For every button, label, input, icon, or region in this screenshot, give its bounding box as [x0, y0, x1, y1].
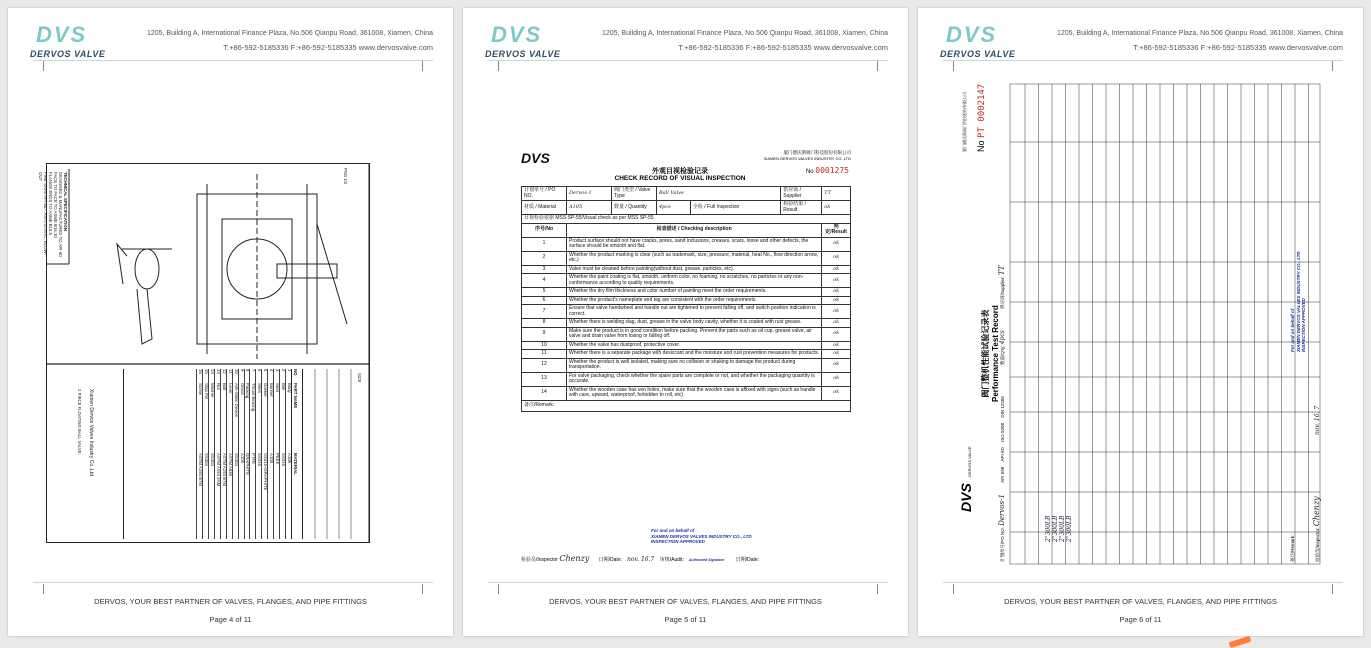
item-result: ok [822, 350, 851, 359]
form-title-en: CHECK RECORD OF VISUAL INSPECTION [614, 175, 746, 182]
item-result: ok [822, 319, 851, 328]
note-line: DESIGNED & MANUFACTURED TO API 6D [58, 172, 64, 258]
technical-drawing [38, 163, 370, 543]
audit-signature: Authorized Signature [688, 558, 725, 562]
performance-record-scan [950, 72, 1330, 572]
crop-mark [943, 584, 954, 594]
perf-std-4: DIN 12266 [1000, 396, 1005, 418]
perf-number-value: PT 0002147 [977, 83, 987, 138]
perf-stamp-line-1: For and on behalf of [1290, 308, 1295, 352]
part-material: A105 [239, 453, 245, 464]
part-name: Packing [245, 383, 251, 399]
inspection-item-row [522, 296, 851, 305]
part-name: Nut [215, 383, 221, 390]
title-block-subtitle: 2 PIECE FLOATING BALL VALVE [77, 389, 82, 454]
form-number [806, 166, 849, 175]
perf-signature-row [1312, 406, 1321, 562]
form-company-cn: 厦门德沃斯阀门科技股份有限公司 [783, 150, 851, 155]
page-number: Page 5 of 11 [664, 615, 707, 624]
logo-name: DERVOS VALVE [485, 49, 561, 59]
notes-title: TECHNICAL SPECIFICATION [63, 172, 68, 231]
part-material: PEEK [275, 453, 281, 465]
perf-qty-label: 数量/Q'ty: [1000, 345, 1005, 365]
full-inspection-label: 全检 / Full Inspection [690, 201, 780, 215]
perf-supplier-value: TT [998, 265, 1006, 276]
company-logo [483, 22, 573, 62]
note-line: FLANGE ENDS TO ASME B16.5 [48, 172, 54, 235]
company-logo [28, 22, 118, 62]
part-name: Stop Pin [203, 383, 209, 400]
logo-mark: DVS [491, 22, 543, 47]
remark-row [522, 400, 851, 411]
item-no: 3 [522, 265, 567, 274]
header-divider [33, 60, 433, 61]
crop-mark [1332, 61, 1343, 71]
inspector-signature: Chenzy [559, 554, 590, 563]
part-name: Bonnet [269, 383, 275, 397]
part-material: SS316+GRAPHITE [263, 453, 269, 491]
part-no: 12 [221, 369, 227, 374]
perf-approval-stamp [1290, 251, 1307, 352]
item-no: 11 [522, 350, 567, 359]
perf-company-cn: 厦门德沃斯阀门科技股份有限公司 [962, 92, 967, 152]
crop-mark [488, 584, 499, 594]
material-label: 材质 / Material [522, 201, 567, 215]
part-name: Gland [239, 383, 245, 395]
approval-stamp [651, 528, 752, 545]
header-contact: T:+86-592-5185336 F:+86-592-5185335 www.dervosvalve.com [678, 43, 888, 52]
remark-label: 备注/Remark： [524, 401, 558, 408]
parts-row [279, 369, 285, 539]
parts-col-material: MATERIAL [293, 453, 298, 475]
part-name: Ball [281, 383, 287, 391]
footer-divider [33, 582, 433, 583]
part-no: 15 [203, 369, 209, 374]
item-result: ok [822, 237, 851, 251]
item-description: Whether the product marking is clear (such as trademark, size, pressure, material, heat No., flow direction arrow, etc.) [567, 251, 822, 265]
item-no: 12 [522, 358, 567, 372]
perf-logo-group [958, 447, 976, 512]
footer-slogan: DERVOS, YOUR BEST PARTNER OF VALVES, FLANGES, AND PIPE FITTINGS [1004, 597, 1277, 606]
part-name: Bolt [221, 383, 227, 391]
perf-info-row [998, 266, 1006, 562]
parts-row [273, 369, 279, 539]
header-contact: T:+86-592-5185336 F:+86-592-5185335 www.dervosvalve.com [1133, 43, 1343, 52]
item-no: 10 [522, 341, 567, 350]
parts-row [261, 369, 267, 539]
crop-mark [33, 61, 44, 71]
form-company-en: XIAMEN DERVOS VALVES INDUSTRY CO.,LTD [763, 156, 851, 161]
parts-row [267, 369, 273, 539]
part-name: Lever [227, 383, 233, 394]
part-no: 9 [239, 369, 245, 372]
part-no: 6 [257, 369, 263, 372]
date-value: nov. 16.7 [627, 556, 655, 563]
title-block [51, 369, 124, 539]
stamp-line-1: For and on behalf of [651, 528, 695, 533]
part-no: 4 [269, 369, 275, 372]
part-material: ASTM A536 [227, 453, 233, 476]
header-address: 1205, Building A, International Finance Plaza, No.506 Qianpu Road, 361008, Xiamen, China [1056, 30, 1343, 37]
item-description: Whether the paint coating is flat, smooth, uniform color, no foaming, no scratches, no particles or any non-conformance according to quality requirements. [567, 274, 822, 288]
supplier-value: TT [822, 187, 851, 201]
part-material: SS304 [203, 453, 209, 466]
crop-mark [877, 61, 888, 71]
form-number-value: 0001275 [815, 166, 849, 175]
valve-type-value: Ball Valve [657, 187, 781, 201]
item-no: 14 [522, 386, 567, 400]
item-result: ok [822, 274, 851, 288]
crop-mark [877, 584, 888, 594]
parts-row [196, 369, 202, 539]
inspection-item-row [522, 327, 851, 341]
inspector-label: 检验员/Inspector [521, 557, 558, 563]
inspection-item-row [522, 265, 851, 274]
part-material: ASTM A193 B7M [198, 453, 203, 486]
footer-slogan: DERVOS, YOUR BEST PARTNER OF VALVES, FLANGES, AND PIPE FITTINGS [94, 597, 367, 606]
item-description: Whether the product is well isolated, making sure no collision or shaking to damage the product during transportation. [567, 358, 822, 372]
item-result: ok [822, 386, 851, 400]
perf-qty-value: 4pcs [999, 330, 1006, 345]
perf-logo-sub: DERVOS VALVE [967, 446, 972, 477]
part-name: Thrust Bearing [251, 383, 257, 412]
perf-row: 2"300LB [1066, 515, 1073, 542]
audit-label: 审核/Audit： [659, 557, 688, 563]
item-result: ok [822, 288, 851, 297]
perf-title [980, 305, 1000, 402]
inspection-item-row [522, 350, 851, 359]
logo-name: DERVOS VALVE [30, 49, 106, 59]
perf-std-3: ISO 5208 [1000, 422, 1005, 442]
header-divider [943, 60, 1343, 61]
crop-mark [1332, 584, 1343, 594]
inspection-item-row [522, 288, 851, 297]
inspection-item-row [522, 274, 851, 288]
title-block-company: Xiamen Dervos Valves Industry Co.,Ltd [88, 389, 94, 476]
item-result: ok [822, 305, 851, 319]
item-no: 1 [522, 237, 567, 251]
annotation-mark [1229, 636, 1252, 648]
part-material: PTFE [251, 453, 257, 464]
item-no: 8 [522, 319, 567, 328]
item-description: Valve must be cleaned before painting(without dust, grease, particles, etc). [567, 265, 822, 274]
inspection-items [522, 237, 851, 400]
header-divider [488, 60, 888, 61]
parts-row [250, 369, 256, 539]
part-no: 13 [215, 369, 221, 374]
stamp-line-3: INSPECTION APPROVED [651, 539, 705, 545]
form-logo: DVS [521, 150, 550, 166]
item-description: Whether there is a separate package with desiccant and the moisture and rust prevention measures for products. [567, 350, 822, 359]
item-description: Whether the product's nameplate and tag are consistent with the order requirements. [567, 296, 822, 305]
part-material: SS316 [281, 453, 287, 466]
inspection-item-row [522, 237, 851, 251]
part-name: Body [287, 383, 293, 393]
part-name: Washer [209, 383, 215, 398]
perf-stamp-line-3: INSPECTION APPROVED [1301, 298, 1307, 352]
part-no: 1 [287, 369, 293, 372]
item-result: ok [822, 372, 851, 386]
item-result: ok [822, 296, 851, 305]
perf-row: 2"300LB [1045, 515, 1052, 542]
perf-inspector-label: 检验员/Inspector: [1315, 527, 1320, 562]
item-result: ok [822, 358, 851, 372]
perf-po-label: 计划单号/PO NO. [1000, 526, 1005, 562]
part-material: SS316 [257, 453, 263, 466]
col-desc-header: 检查描述 / Checking description [567, 223, 822, 237]
inspection-form-scan [501, 142, 859, 578]
date2-label: 日期/Date： [735, 557, 763, 563]
part-material: A105 [287, 453, 293, 464]
item-description: Make sure the product is in good condition before packing. Prevent the parts such as oil cup, grease valve, air valve and drain valve from losing or falling off. [567, 327, 822, 341]
item-no: 9 [522, 327, 567, 341]
part-no: 11 [227, 369, 233, 374]
logo-mark: DVS [36, 22, 88, 47]
part-name: Stem [257, 383, 263, 394]
perf-supplier-label: 供应商/Supplier: [1000, 276, 1005, 309]
inspection-item-row [522, 372, 851, 386]
perf-po-value: Dervos-1 [998, 494, 1006, 526]
drawing-notes [38, 172, 69, 262]
item-description: Whether there is welding slag, dust, grease in the valve body cavity, whether it is coated with rust grease. [567, 319, 822, 328]
note-line: FIRE SAFE API 607, ANTI-STATIC, BLOW-OUT [38, 172, 49, 255]
item-no: 5 [522, 288, 567, 297]
performance-grid [950, 72, 1330, 572]
inspection-item-row [522, 319, 851, 328]
part-no: 16 [198, 369, 203, 374]
logo-mark: DVS [946, 22, 998, 47]
inspection-item-row [522, 251, 851, 265]
result-label: 检验结果 / Result [781, 201, 822, 215]
size-table [302, 369, 369, 539]
item-result: ok [822, 341, 851, 350]
footer-divider [943, 582, 1343, 583]
logo-name: DERVOS VALVE [940, 49, 1016, 59]
part-name: Anti-Static Device [233, 383, 239, 417]
page-number: Page 4 of 11 [209, 615, 252, 624]
perf-inspector-signature: Chenzy [1312, 496, 1321, 527]
crop-mark [943, 61, 954, 71]
form-number-label: No [805, 169, 814, 175]
crop-mark [422, 61, 433, 71]
part-no: 10 [233, 369, 239, 374]
perf-row: 2"300LB [1052, 515, 1059, 542]
perf-date-value: nov. 16. 7 [1314, 405, 1321, 436]
crop-mark [33, 584, 44, 594]
part-no: 14 [209, 369, 215, 374]
part-no: 3 [275, 369, 281, 372]
part-material: SS304 [209, 453, 215, 466]
inspection-info-table [521, 186, 851, 412]
item-description: Whether the dry film thickness and color number of painting meet the order requirements. [567, 288, 822, 297]
perf-number-label: No [976, 140, 986, 152]
po-value: Dervos-1 [567, 187, 612, 201]
document-page-6 [918, 8, 1363, 636]
quantity-value: 4pcs [657, 201, 691, 215]
item-description: Product surface should not have cracks, pores, sand inclusions, creases, scars, loose and other defects, the surface should be smooth and flat. [567, 237, 822, 251]
perf-row: 2"300LB [1059, 515, 1066, 542]
header-address: 1205, Building A, International Finance Plaza, No.506 Qianpu Road, 361008, Xiamen, China [601, 30, 888, 37]
header-contact: T:+86-592-5185336 F:+86-592-5185335 www.dervosvalve.com [223, 43, 433, 52]
quantity-label: 数量 / Quantity [612, 201, 657, 215]
parts-row [285, 369, 291, 539]
perf-title-en: Performance Test Record [991, 305, 1000, 402]
col-no-header: 序号/No [522, 223, 567, 237]
form-title-cn: 外观目视检验记录 [652, 168, 708, 175]
item-no: 6 [522, 296, 567, 305]
perf-logo: DVS [958, 483, 974, 512]
result-value: ok [822, 201, 851, 215]
size-header: SIZE [357, 373, 362, 383]
perf-std-1: API 598 [1000, 466, 1005, 483]
perf-std-2: API 6D [1000, 447, 1005, 462]
part-material: GRAPHITE [245, 453, 251, 475]
perf-remark: 备注/Remark： [1290, 531, 1295, 562]
note-line: FACE TO FACE TO ASME B16.10 [53, 172, 59, 238]
item-result: ok [822, 251, 851, 265]
document-page-5 [463, 8, 908, 636]
drawing-sheet-label: PSG 1/2 [343, 168, 348, 185]
footer-slogan: DERVOS, YOUR BEST PARTNER OF VALVES, FLANGES, AND PIPE FITTINGS [549, 597, 822, 606]
part-no: 2 [281, 369, 287, 372]
item-no: 4 [522, 274, 567, 288]
crop-mark [488, 61, 499, 71]
item-no: 2 [522, 251, 567, 265]
col-result-header: 判定/Result [822, 223, 851, 237]
part-name: Screw [198, 383, 203, 395]
valve-type-label: 阀门类型 / Valve Type [612, 187, 657, 201]
item-no: 13 [522, 372, 567, 386]
date-label: 日期/Date： [598, 557, 626, 563]
inspection-standard: 目视检验依据 MSS SP-55/Visual check as per MSS SP-55 [522, 215, 851, 224]
material-value: A105 [567, 201, 612, 215]
inspection-item-row [522, 386, 851, 400]
perf-data-rows [1045, 516, 1073, 542]
parts-list [127, 369, 297, 539]
part-no: 8 [245, 369, 251, 372]
page-number: Page 6 of 11 [1119, 615, 1162, 624]
item-result: ok [822, 265, 851, 274]
perf-stamp-line-2: XIAMEN DERVOS VALVES INDUSTRY CO., LTD [1295, 251, 1301, 352]
item-description: Whether the wooden case has ven holes, make sure that the wooden case is affixed with signs (such as handle with care, upward, waterproof, forbidden to roll, etc) [567, 386, 822, 400]
po-label: 计划单号 / PO NO. [522, 187, 567, 201]
inspection-item-row [522, 341, 851, 350]
document-page-4 [8, 8, 453, 636]
part-material: SS304 [233, 453, 239, 466]
perf-title-cn: 阀门整机性能试验记录表 [981, 309, 990, 398]
part-no: 5 [263, 369, 269, 372]
part-material: A105 [269, 453, 275, 464]
supplier-label: 供应商 / Supplier [781, 187, 822, 201]
signature-row [521, 554, 851, 563]
footer-divider [488, 582, 888, 583]
inspection-item-row [522, 305, 851, 319]
item-description: For valve packaging, check whether the spare parts are complete or not, and whether the packaging quantity is accurate. [567, 372, 822, 386]
crop-mark [422, 584, 433, 594]
item-description: Whether the valve has dustproof, protective cover. [567, 341, 822, 350]
parts-col-name: PART NAME [293, 383, 298, 409]
item-description: Ensure that valve handwheel and handle nut are tightened to prevent falling off, and switch position indication is correct. [567, 305, 822, 319]
part-name: Gasket [263, 383, 269, 397]
item-result: ok [822, 327, 851, 341]
part-material: ASTM A194 2HM [215, 453, 221, 487]
header-address: 1205, Building A, International Finance Plaza, No.506 Qianpu Road, 361008, Xiamen, China [146, 30, 433, 37]
part-material: ASTM A193 B7M [221, 453, 227, 486]
stamp-line-2: XIAMEN DERVOS VALVES INDUSTRY CO., LTD [651, 533, 752, 539]
part-name: Seat [275, 383, 281, 392]
item-no: 7 [522, 305, 567, 319]
inspection-item-row [522, 358, 851, 372]
perf-number [976, 84, 987, 152]
parts-row [255, 369, 261, 539]
part-no: 7 [251, 369, 257, 372]
company-logo [938, 22, 1028, 62]
parts-col-no: NO [293, 369, 298, 376]
